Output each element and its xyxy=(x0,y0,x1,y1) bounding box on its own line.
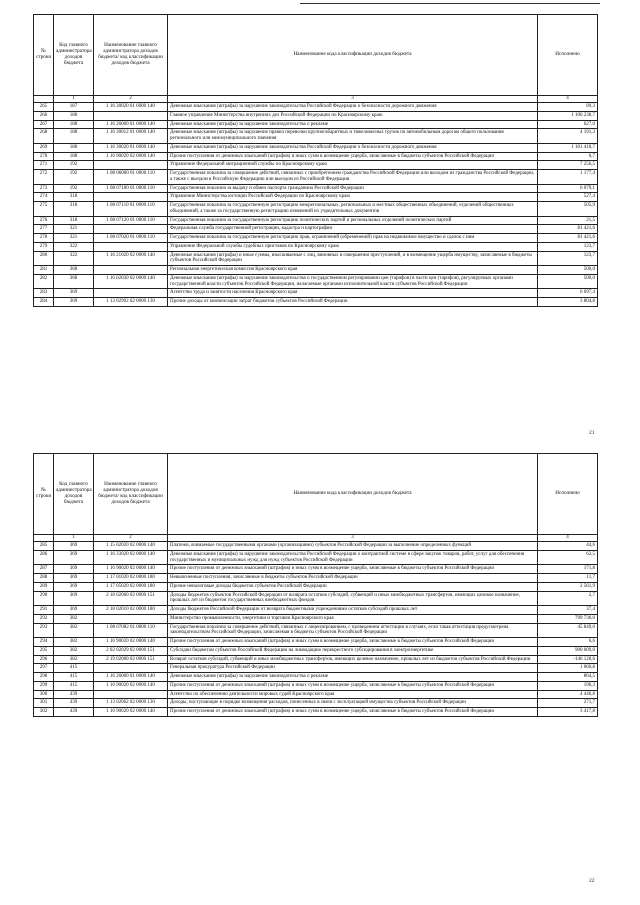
row-number-cell: 294 xyxy=(34,638,54,647)
table-row xyxy=(34,673,598,682)
executed-amount-cell: 6,6 xyxy=(538,638,598,647)
table-row xyxy=(34,542,598,551)
classification-code-cell xyxy=(94,161,168,170)
row-number-cell: 273 xyxy=(34,184,54,193)
classification-name-cell: Региональная энергетическая комиссия Красноярского края xyxy=(168,266,538,275)
classification-code-cell xyxy=(94,266,168,275)
table-row xyxy=(34,550,598,565)
classification-code-cell: 1 16 90020 02 0000 140 xyxy=(94,565,168,574)
classification-name-cell: Министерство промышленности, энергетики и торговли Красноярского края xyxy=(168,614,538,623)
revenue-table-page-22 xyxy=(33,453,598,717)
admin-code-cell: 369 xyxy=(54,591,94,606)
row-number-cell: 290 xyxy=(34,591,54,606)
classification-name-cell: Прочие поступления от денежных взысканий (штрафов) и иных сумм в возмещение ущерба, зачисляемые в бюджеты субъектов Российской Федерации xyxy=(168,565,538,574)
executed-amount-cell: 3 417,8 xyxy=(538,708,598,717)
classification-code-cell: 1 17 01020 02 0000 180 xyxy=(94,574,168,583)
header-admin-code: Код главного администратора доходов бюджета xyxy=(54,454,94,535)
table-row xyxy=(34,298,598,307)
row-number-cell: 278 xyxy=(34,234,54,243)
table-row xyxy=(34,274,598,289)
classification-code-cell: 1 08 07020 01 0000 110 xyxy=(94,234,168,243)
classification-code-cell xyxy=(94,690,168,699)
table-row xyxy=(34,234,598,243)
classification-name-cell: Денежные взыскания (штрафы) за нарушение законодательства о государственном регулировании цен (тарифов) в части цен (тарифов), регулируемых органами государственной власти субъектов Российской Федерации, налагаемые органами исполнительной власти субъектов Российской Федерации xyxy=(168,274,538,289)
table-row xyxy=(34,193,598,202)
admin-code-cell: 415 xyxy=(54,681,94,690)
executed-amount-cell: 864,5 xyxy=(538,673,598,682)
row-number-cell: 282 xyxy=(34,274,54,289)
column-index: 2 xyxy=(94,96,168,103)
admin-code-cell: 368 xyxy=(54,266,94,275)
row-number-cell: 279 xyxy=(34,242,54,251)
header-classification-name: Наименование кода классификации доходов бюджета xyxy=(168,15,538,96)
executed-amount-cell: 2,7 xyxy=(538,591,598,606)
row-number-cell: 268 xyxy=(34,129,54,144)
row-number-cell: 274 xyxy=(34,193,54,202)
classification-code-cell: 1 13 02992 02 0000 130 xyxy=(94,298,168,307)
executed-amount-cell: 900 009,0 xyxy=(538,646,598,655)
table-row xyxy=(34,681,598,690)
table-row xyxy=(34,161,598,170)
column-index: 4 xyxy=(538,535,598,542)
column-index-row xyxy=(34,535,598,542)
classification-name-cell: Субсидии бюджетам субъектов Российской Федерации на ликвидацию перекрестного субсидирования в электроэнергетике xyxy=(168,646,538,655)
admin-code-cell: 369 xyxy=(54,542,94,551)
header-row-number: № строки xyxy=(34,15,54,96)
row-number-cell: 298 xyxy=(34,673,54,682)
admin-code-cell: 322 xyxy=(54,242,94,251)
table-row xyxy=(34,582,598,591)
table-row xyxy=(34,591,598,606)
executed-amount-cell: 11,7 xyxy=(538,574,598,583)
classification-code-cell: 1 16 26000 01 0000 140 xyxy=(94,673,168,682)
table-row xyxy=(34,646,598,655)
admin-code-cell: 382 xyxy=(54,655,94,664)
table-row xyxy=(34,111,598,120)
row-number-cell: 277 xyxy=(34,225,54,234)
admin-code-cell: 439 xyxy=(54,690,94,699)
column-index xyxy=(34,535,54,542)
classification-name-cell: Прочие доходы от компенсации затрат бюджетов субъектов Российской Федерации xyxy=(168,298,538,307)
admin-code-cell: 318 xyxy=(54,193,94,202)
admin-code-cell: 318 xyxy=(54,202,94,217)
table-row xyxy=(34,170,598,185)
executed-amount-cell: 6 697,4 xyxy=(538,289,598,298)
admin-code-cell: 321 xyxy=(54,234,94,243)
admin-code-cell: 382 xyxy=(54,614,94,623)
classification-name-cell: Прочие поступления от денежных взысканий (штрафов) и иных сумм в возмещение ущерба, зачисляемые в бюджеты субъектов Российской Федерации xyxy=(168,681,538,690)
admin-code-cell: 192 xyxy=(54,161,94,170)
admin-code-cell: 382 xyxy=(54,623,94,638)
table-row xyxy=(34,242,598,251)
admin-code-cell: 369 xyxy=(54,606,94,615)
table-row xyxy=(34,143,598,152)
executed-amount-cell: 1 101 418,7 xyxy=(538,143,598,152)
header-classification-name: Наименование кода классификации доходов бюджета xyxy=(168,454,538,535)
classification-name-cell: Государственная пошлина за выдачу и обмен паспорта гражданина Российской Федерации xyxy=(168,184,538,193)
row-number-cell: 266 xyxy=(34,111,54,120)
classification-name-cell: Денежные взыскания (штрафы) за нарушение законодательства о рекламе xyxy=(168,673,538,682)
executed-amount-cell: 6 079,1 xyxy=(538,184,598,193)
row-number-cell: 280 xyxy=(34,251,54,266)
executed-amount-cell: 81 421,6 xyxy=(538,234,598,243)
row-number-cell: 300 xyxy=(34,690,54,699)
table-row xyxy=(34,129,598,144)
classification-code-cell: 1 08 07082 01 0000 110 xyxy=(94,623,168,638)
admin-code-cell: 188 xyxy=(54,152,94,161)
classification-name-cell: Денежные взыскания (штрафы) и иные суммы, взыскиваемые с лиц, виновных в совершении преступлений, и в возмещение ущерба имуществу, зачисляемые в бюджеты субъектов Российской Федерации xyxy=(168,251,538,266)
classification-name-cell: Доходы бюджетов Российской Федерации от возврата бюджетными учреждениями остатков субсидий прошлых лет xyxy=(168,606,538,615)
classification-name-cell: Федеральная служба государственной регистрации, кадастра и картографии xyxy=(168,225,538,234)
classification-code-cell: 1 16 90020 02 0000 140 xyxy=(94,681,168,690)
executed-amount-cell: 4 191,3 xyxy=(538,129,598,144)
classification-name-cell: Главное управление Министерства внутренних дел Российской Федерации по Красноярскому краю xyxy=(168,111,538,120)
row-number-cell: 301 xyxy=(34,699,54,708)
classification-name-cell: Прочие поступления от денежных взысканий (штрафов) и иных сумм в возмещение ущерба, зачисляемые в бюджеты субъектов Российской Федерации xyxy=(168,708,538,717)
classification-name-cell: Государственная пошлина за государственную регистрацию политических партий и региональных отделений политических партий xyxy=(168,216,538,225)
table-row xyxy=(34,708,598,717)
header-row-number: № строки xyxy=(34,454,54,535)
classification-code-cell: 1 08 06000 01 0000 110 xyxy=(94,170,168,185)
classification-code-cell: 1 16 90020 02 6000 140 xyxy=(94,152,168,161)
row-number-cell: 295 xyxy=(34,646,54,655)
header-admin-code: Код главного администратора доходов бюджета xyxy=(54,15,94,96)
header-classification-code: Наименование главного администратора доходов бюджета/ код классификации доходов бюджета xyxy=(94,454,168,535)
classification-name-cell: Доходы, поступающие в порядке возмещения расходов, понесенных в связи с эксплуатацией имущества субъектов Российской Федерации xyxy=(168,699,538,708)
admin-code-cell: 318 xyxy=(54,216,94,225)
executed-amount-cell: 627,0 xyxy=(538,120,598,129)
executed-amount-cell: 37,4 xyxy=(538,606,598,615)
column-index: 2 xyxy=(94,535,168,542)
classification-name-cell: Денежные взыскания (штрафы) за нарушение правил перевозки крупногабаритных и тяжеловесных грузов по автомобильным дорогам общего пользования регионального или межмуниципального значения xyxy=(168,129,538,144)
row-number-cell: 288 xyxy=(34,574,54,583)
header-executed: Исполнено xyxy=(538,454,598,535)
classification-code-cell: 1 16 26000 01 6000 140 xyxy=(94,120,168,129)
row-number-cell: 285 xyxy=(34,542,54,551)
row-number-cell: 293 xyxy=(34,623,54,638)
admin-code-cell: 192 xyxy=(54,184,94,193)
row-number-cell: 283 xyxy=(34,289,54,298)
admin-code-cell: 188 xyxy=(54,129,94,144)
table-row xyxy=(34,152,598,161)
classification-code-cell: 2 18 02010 02 0000 180 xyxy=(94,606,168,615)
row-number-cell: 299 xyxy=(34,681,54,690)
row-number-cell: 296 xyxy=(34,655,54,664)
row-number-cell: 272 xyxy=(34,170,54,185)
executed-amount-cell: 1 177,4 xyxy=(538,170,598,185)
classification-code-cell xyxy=(94,289,168,298)
classification-name-cell: Платежи, взимаемые государственными органами (организациями) субъектов Российской Федерации за выполнение определенных функций xyxy=(168,542,538,551)
classification-code-cell xyxy=(94,225,168,234)
admin-code-cell: 439 xyxy=(54,708,94,717)
classification-name-cell: Денежные взыскания (штрафы) за нарушение законодательства о рекламе xyxy=(168,120,538,129)
classification-code-cell: 2 19 02000 02 0000 151 xyxy=(94,655,168,664)
classification-name-cell: Денежные взыскания (штрафы) за нарушение законодательства Российской Федерации о безопасности дорожного движения xyxy=(168,103,538,112)
classification-name-cell: Агентство по обеспечению деятельности мировых судей Красноярского края xyxy=(168,690,538,699)
executed-amount-cell: 2 561,9 xyxy=(538,582,598,591)
row-number-cell: 302 xyxy=(34,708,54,717)
classification-code-cell: 2 18 02060 02 0000 151 xyxy=(94,591,168,606)
admin-code-cell: 439 xyxy=(54,699,94,708)
admin-code-cell: 415 xyxy=(54,673,94,682)
column-index: 3 xyxy=(168,535,538,542)
classification-name-cell: Доходы бюджетов субъектов Российской Федерации от возврата остатков субсидий, субвенций и иных межбюджетных трансфертов, имеющих целевое назначение, прошлых лет из бюджетов государственных внебюджетных фондов xyxy=(168,591,538,606)
page-number: 21 xyxy=(589,430,595,436)
table-row xyxy=(34,184,598,193)
row-number-cell: 281 xyxy=(34,266,54,275)
table-row xyxy=(34,623,598,638)
admin-code-cell: 187 xyxy=(54,103,94,112)
row-number-cell: 291 xyxy=(34,606,54,615)
table-row xyxy=(34,565,598,574)
classification-code-cell: 1 16 30020 01 6000 140 xyxy=(94,103,168,112)
table-row xyxy=(34,614,598,623)
table-row xyxy=(34,225,598,234)
table-row xyxy=(34,655,598,664)
table-row xyxy=(34,289,598,298)
executed-amount-cell: 44,6 xyxy=(538,542,598,551)
classification-code-cell: 1 16 02030 02 0000 140 xyxy=(94,274,168,289)
executed-amount-cell: 527,4 xyxy=(538,193,598,202)
table-row xyxy=(34,638,598,647)
classification-name-cell: Денежные взыскания (штрафы) за нарушение законодательства Российской Федерации о контрактной системе в сфере закупок товаров, работ, услуг для обеспечения государственных и муниципальных нужд для нужд субъектов Российской Федерации xyxy=(168,550,538,565)
table-row xyxy=(34,266,598,275)
classification-code-cell: 1 08 07120 01 0000 110 xyxy=(94,216,168,225)
classification-name-cell: Управление Федеральной службы судебных приставов по Красноярскому краю xyxy=(168,242,538,251)
classification-name-cell: Денежные взыскания (штрафы) за нарушение законодательства Российской Федерации о безопасности дорожного движения xyxy=(168,143,538,152)
classification-code-cell xyxy=(94,111,168,120)
header-executed: Исполнено xyxy=(538,15,598,96)
classification-name-cell: Государственная пошлина за государственную регистрацию межрегиональных, региональных и местных общественных объединений, отделений общественных объединений, а также за государственную регистрацию изменений их учредительных документов xyxy=(168,202,538,217)
admin-code-cell: 321 xyxy=(54,225,94,234)
admin-code-cell: 192 xyxy=(54,170,94,185)
executed-amount-cell: 7 256,5 xyxy=(538,161,598,170)
row-number-cell: 284 xyxy=(34,298,54,307)
classification-code-cell xyxy=(94,242,168,251)
table-header-row xyxy=(34,15,598,96)
table-row xyxy=(34,202,598,217)
classification-name-cell: Управление Федеральной миграционной службы по Красноярскому краю xyxy=(168,161,538,170)
executed-amount-cell: 62,5 xyxy=(538,550,598,565)
classification-code-cell: 1 16 90020 02 0000 140 xyxy=(94,708,168,717)
classification-name-cell: Государственная пошлина за совершение действий, связанных с лицензированием, с проведением аттестации в случаях, если такая аттестация предусмотрена законодательством Российской Федерации, зачисляемая в бюджеты субъектов Российской Федерации xyxy=(168,623,538,638)
classification-code-cell: 1 08 07100 01 0000 110 xyxy=(94,184,168,193)
header-classification-code: Наименование главного администратора доходов бюджета/ код классификации доходов бюджета xyxy=(94,15,168,96)
executed-amount-cell: 45 849,0 xyxy=(538,623,598,638)
executed-amount-cell: 271,7 xyxy=(538,699,598,708)
executed-amount-cell: 196,3 xyxy=(538,681,598,690)
classification-name-cell: Прочие неналоговые доходы бюджетов субъектов Российской Федерации xyxy=(168,582,538,591)
row-number-cell: 276 xyxy=(34,216,54,225)
column-index: 1 xyxy=(54,96,94,103)
classification-code-cell: 1 16 90020 02 0000 140 xyxy=(94,638,168,647)
executed-amount-cell: 1 106 238,7 xyxy=(538,111,598,120)
admin-code-cell: 369 xyxy=(54,582,94,591)
admin-code-cell: 382 xyxy=(54,638,94,647)
classification-name-cell: Агентство труда и занятости населения Красноярского края xyxy=(168,289,538,298)
executed-amount-cell: 89,3 xyxy=(538,103,598,112)
table-row xyxy=(34,103,598,112)
table-row xyxy=(34,606,598,615)
row-number-cell: 297 xyxy=(34,664,54,673)
table-row xyxy=(34,574,598,583)
classification-code-cell: 1 16 21020 02 0000 140 xyxy=(94,251,168,266)
column-index-row xyxy=(34,96,598,103)
admin-code-cell: 369 xyxy=(54,574,94,583)
revenue-table-page-21 xyxy=(33,14,598,307)
classification-name-cell: Генеральная прокуратура Российской Федерации xyxy=(168,664,538,673)
column-index: 4 xyxy=(538,96,598,103)
classification-name-cell: Государственная пошлина за совершение действий, связанных с приобретением гражданства Российской Федерации или выходом из гражданства Российской Федерации, а также с въездом в Российскую Федерацию или выездом из Российской Федерации xyxy=(168,170,538,185)
admin-code-cell: 188 xyxy=(54,143,94,152)
row-number-cell: 286 xyxy=(34,550,54,565)
row-number-cell: 287 xyxy=(34,565,54,574)
classification-code-cell xyxy=(94,193,168,202)
classification-code-cell: 1 13 02062 02 0000 130 xyxy=(94,699,168,708)
classification-code-cell: 1 08 07110 01 0000 110 xyxy=(94,202,168,217)
executed-amount-cell: 0,7 xyxy=(538,152,598,161)
executed-amount-cell: 123,7 xyxy=(538,242,598,251)
executed-amount-cell: -146 128,6 xyxy=(538,655,598,664)
admin-code-cell: 369 xyxy=(54,550,94,565)
table-header-row xyxy=(34,454,598,535)
classification-name-cell: Управление Министерства юстиции Российской Федерации по Красноярскому краю xyxy=(168,193,538,202)
table-row xyxy=(34,690,598,699)
admin-code-cell: 415 xyxy=(54,664,94,673)
row-number-cell: 289 xyxy=(34,582,54,591)
classification-name-cell: Государственная пошлина за государственную регистрацию прав, ограничений (обременений) прав на недвижимое имущество и сделок с ним xyxy=(168,234,538,243)
row-number-cell: 267 xyxy=(34,120,54,129)
executed-amount-cell: 1 060,8 xyxy=(538,664,598,673)
classification-name-cell: Прочие поступления от денежных взысканий (штрафов) и иных сумм в возмещение ущерба, зачисляемые в бюджеты субъектов Российской Федерации xyxy=(168,152,538,161)
table-row xyxy=(34,699,598,708)
classification-code-cell: 1 16 30012 01 6000 140 xyxy=(94,129,168,144)
admin-code-cell: 368 xyxy=(54,274,94,289)
executed-amount-cell: 21,5 xyxy=(538,216,598,225)
classification-name-cell: Невыясненные поступления, зачисляемые в бюджеты субъектов Российской Федерации xyxy=(168,574,538,583)
row-number-cell: 271 xyxy=(34,161,54,170)
top-rule xyxy=(300,3,600,4)
row-number-cell: 292 xyxy=(34,614,54,623)
executed-amount-cell: 4 446,8 xyxy=(538,690,598,699)
table-row xyxy=(34,216,598,225)
row-number-cell: 270 xyxy=(34,152,54,161)
row-number-cell: 265 xyxy=(34,103,54,112)
executed-amount-cell: 500,0 xyxy=(538,266,598,275)
column-index xyxy=(34,96,54,103)
admin-code-cell: 188 xyxy=(54,111,94,120)
executed-amount-cell: 500,0 xyxy=(538,274,598,289)
executed-amount-cell: 3 804,8 xyxy=(538,298,598,307)
classification-code-cell xyxy=(94,664,168,673)
table-row xyxy=(34,664,598,673)
column-index: 3 xyxy=(168,96,538,103)
classification-code-cell: 1 17 05020 02 0000 180 xyxy=(94,582,168,591)
classification-name-cell: Прочие поступления от денежных взысканий (штрафов) и иных сумм в возмещение ущерба, зачисляемые в бюджеты субъектов Российской Федерации xyxy=(168,638,538,647)
admin-code-cell: 369 xyxy=(54,289,94,298)
admin-code-cell: 369 xyxy=(54,298,94,307)
executed-amount-cell: 123,7 xyxy=(538,251,598,266)
classification-code-cell: 1 15 02020 02 0000 140 xyxy=(94,542,168,551)
row-number-cell: 275 xyxy=(34,202,54,217)
classification-code-cell xyxy=(94,614,168,623)
admin-code-cell: 369 xyxy=(54,565,94,574)
table-row xyxy=(34,120,598,129)
admin-code-cell: 382 xyxy=(54,646,94,655)
page-number: 22 xyxy=(589,878,595,884)
classification-code-cell: 1 16 33020 02 0000 140 xyxy=(94,550,168,565)
executed-amount-cell: 81 421,6 xyxy=(538,225,598,234)
executed-amount-cell: 505,9 xyxy=(538,202,598,217)
executed-amount-cell: 799 736,0 xyxy=(538,614,598,623)
column-index: 1 xyxy=(54,535,94,542)
classification-code-cell: 1 16 30020 01 6000 140 xyxy=(94,143,168,152)
admin-code-cell: 322 xyxy=(54,251,94,266)
admin-code-cell: 188 xyxy=(54,120,94,129)
executed-amount-cell: 171,8 xyxy=(538,565,598,574)
classification-code-cell: 2 02 02029 02 0000 151 xyxy=(94,646,168,655)
classification-name-cell: Возврат остатков субсидий, субвенций и иных межбюджетных трансфертов, имеющих целевое назначение, прошлых лет из бюджетов субъектов Российской Федерации xyxy=(168,655,538,664)
table-row xyxy=(34,251,598,266)
row-number-cell: 269 xyxy=(34,143,54,152)
